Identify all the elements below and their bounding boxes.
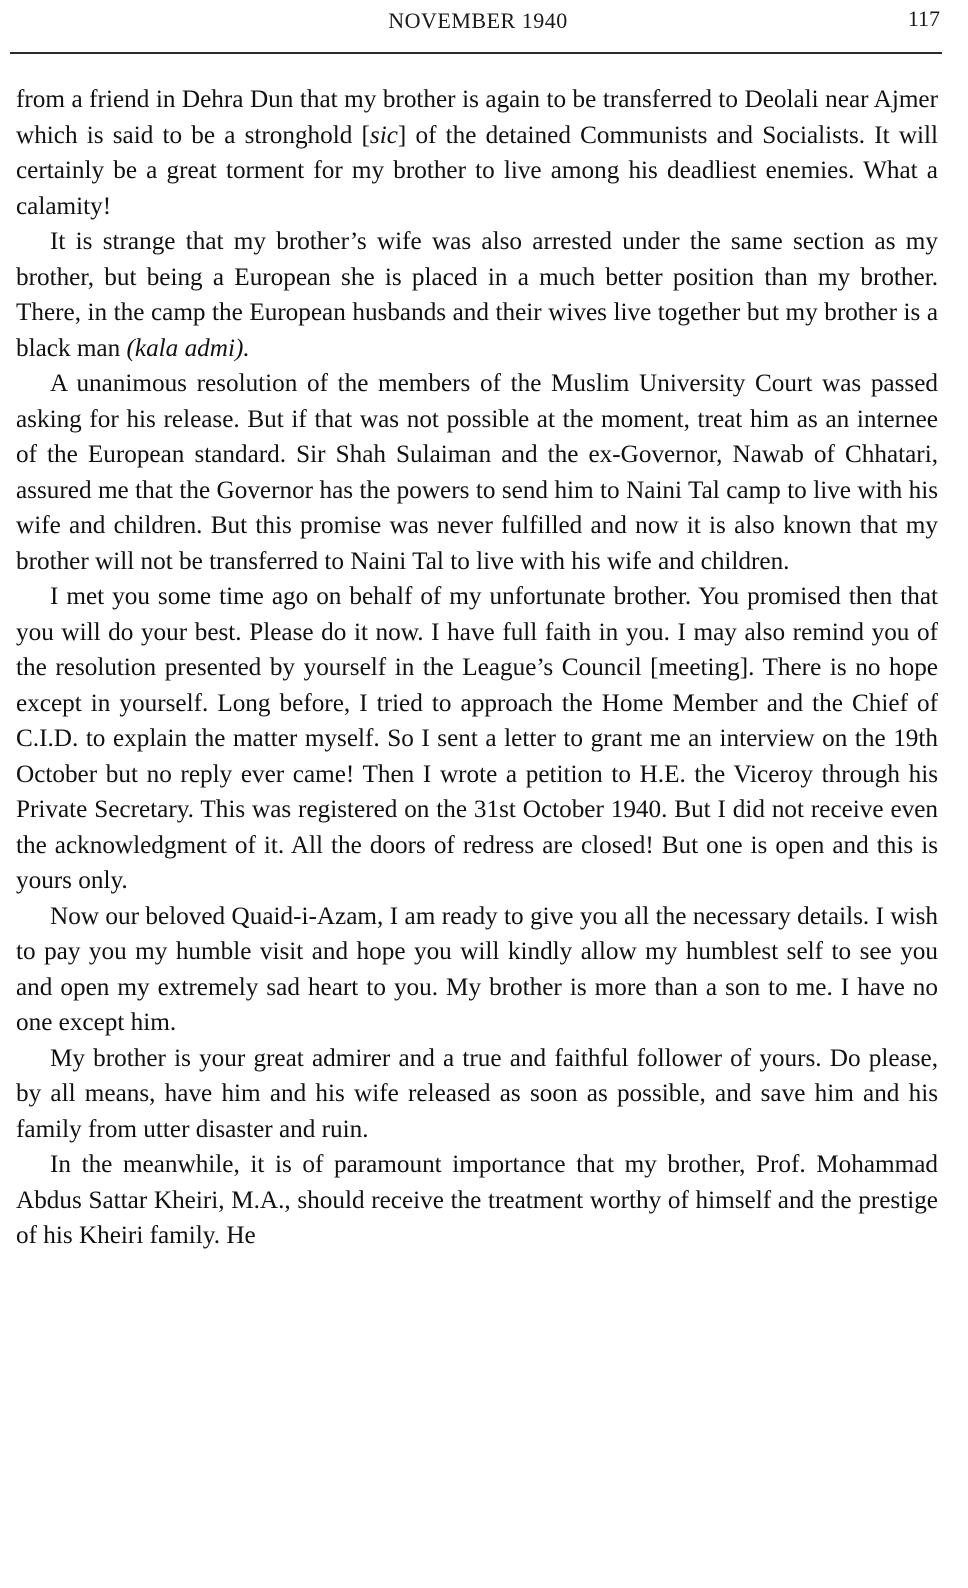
running-head (16, 4, 940, 44)
header-rule (10, 52, 942, 54)
paragraph-2 (16, 224, 938, 366)
paragraph-1 (16, 82, 938, 224)
paragraph-7 (16, 1147, 938, 1254)
paragraph-3-text: A unanimous resolution of the members of the Muslim University Court was passed asking for his release. But if that was not possible at the moment, treat him as an internee of the European standard. Sir Shah Sulaiman and the ex-Governor, Nawab of Chhatari, assured me that the Governor has the powers to send him to Naini Tal camp to live with his wife and children. But this promise was never fulfilled and now it is also known that my brother will not be transferred to Naini Tal to live with his wife and children. (16, 370, 938, 575)
page-number: 117 (907, 6, 940, 31)
paragraph-5-text: Now our beloved Quaid-i-Azam, I am ready to give you all the necessary details. I wish to pay you my humble visit and hope you will kindly allow my humblest self to see you and open my extremely sad heart to you. My brother is more than a son to me. I have no one except him. (16, 902, 938, 1036)
paragraph-4 (16, 579, 938, 899)
paragraph-3 (16, 366, 938, 579)
body-text (16, 82, 938, 1254)
paragraph-6-text: My brother is your great admirer and a true and faithful follower of yours. Do please, by all means, have him and his wife released as soon as possible, and save him and his family from utter disaster and ruin. (16, 1044, 938, 1143)
paragraph-7-text: In the meanwhile, it is of paramount importance that my brother, Prof. Mohammad Abdus Sattar Kheiri, M.A., should receive the treatment worthy of himself and the prestige of his Kheiri family. He (16, 1151, 938, 1249)
paragraph-1-text-b: ] of the detained Communists and Socialists. It will certainly be a great torment for my brother to live among his deadliest enemies. What a calamity! (16, 121, 939, 220)
paragraph-1-sic: sic (369, 121, 398, 149)
paragraph-5 (16, 899, 938, 1041)
paragraph-2-text: It is strange that my brother’s wife was also arrested under the same section as my brother, but being a European she is placed in a much better position than my brother. There, in the camp the European husbands and their wives live together but my brother is a black man (16, 228, 938, 362)
paragraph-4-text: I met you some time ago on behalf of my unfortunate brother. You promised then that you will do your best. Please do it now. I have full faith in you. I may also remind you of the resolution presented by yourself in the League’s Council [meeting]. There is no hope except in yourself. Long before, I tried to approach the Home Member and the Chief of C.I.D. to explain the matter myself. So I sent a letter to grant me an interview on the 19th October but no reply ever came! Then I wrote a petition to H.E. the Viceroy through his Private Secretary. This was registered on the 31st October 1940. But I did not receive even the acknowledgment of it. All the doors of redress are closed! But one is open and this is yours only. (16, 583, 938, 894)
paragraph-1-text-a: from a friend in Dehra Dun that my brother is again to be transferred to Deolali near Ajmer which is said to be a stronghold [ (16, 86, 938, 149)
running-head-title: NOVEMBER 1940 (388, 8, 568, 33)
paragraph-6 (16, 1041, 938, 1148)
paragraph-2-kala-admi: (kala admi). (126, 334, 250, 362)
